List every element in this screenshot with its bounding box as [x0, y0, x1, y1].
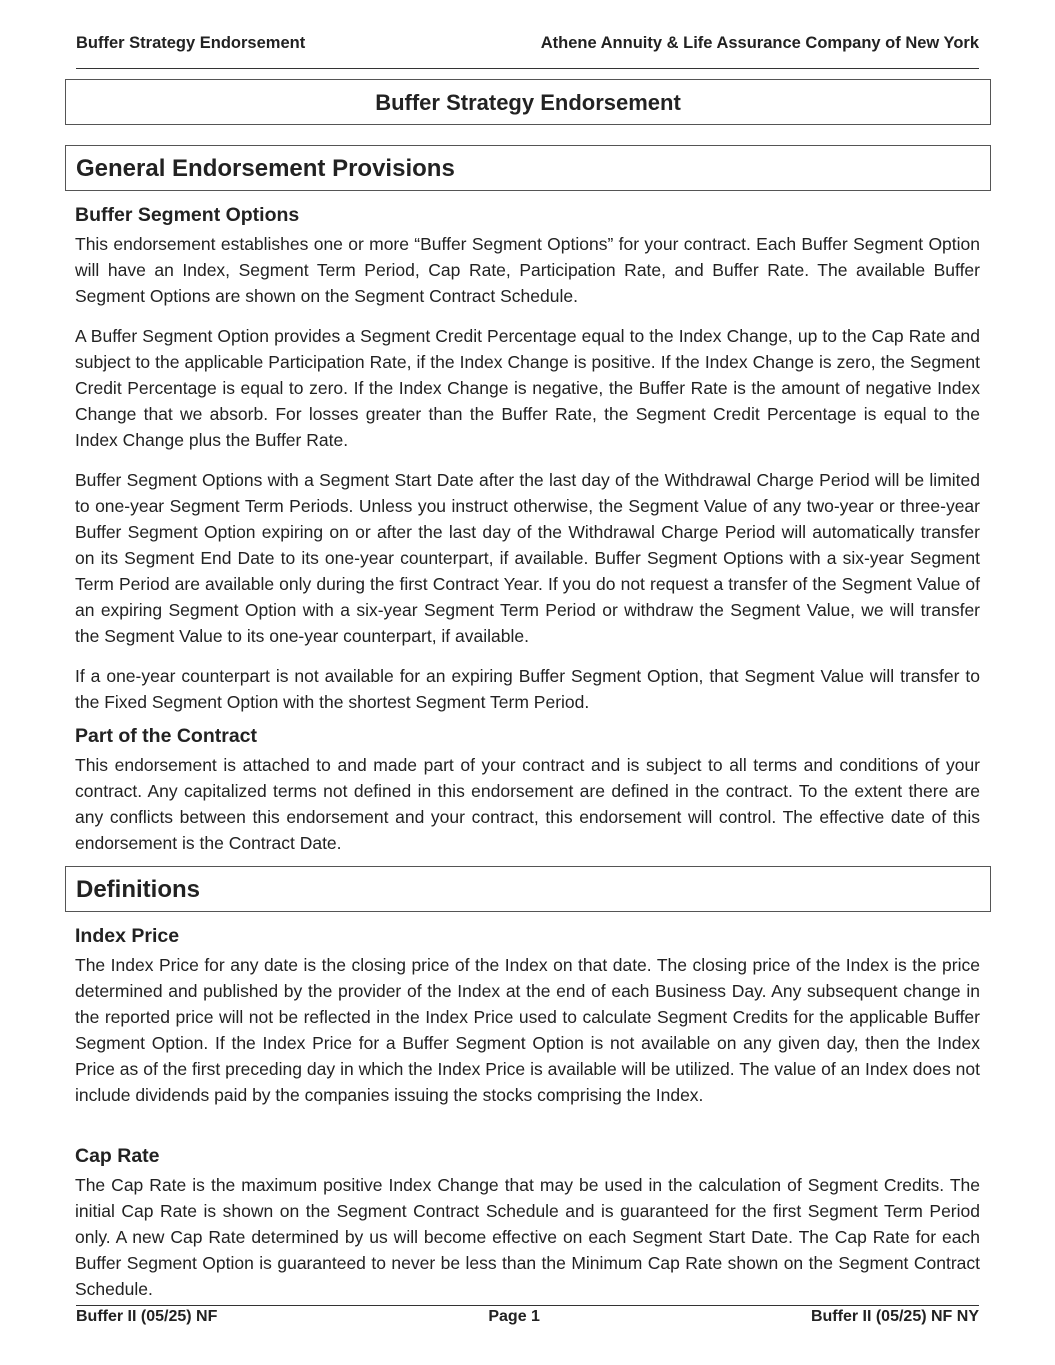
cap-rate-section	[75, 1144, 980, 1302]
part-of-contract-section	[75, 724, 980, 856]
page-footer	[76, 1305, 979, 1332]
index-price-section	[75, 924, 980, 1108]
buffer-segment-options-section	[75, 203, 980, 715]
document-title: Buffer Strategy Endorsement	[65, 79, 991, 125]
footer-right: Buffer II (05/25) NF NY	[810, 1308, 979, 1325]
paragraph: The Cap Rate is the maximum positive Index Change that may be used in the calculation of Segment Credits. The initial Cap Rate is shown on the Segment Contract Schedule and is guaranteed for the first Segment Term Period only. A new Cap Rate determined by us will become effective on each Segment Start Date. The Cap Rate for each Buffer Segment Option is guaranteed to never be less than the Minimum Cap Rate shown on the Segment Contract Schedule.	[75, 1175, 980, 1299]
index-price-heading: Index Price	[75, 925, 180, 947]
header-right: Athene Annuity & Life Assurance Company of New York	[540, 34, 979, 52]
paragraph: This endorsement is attached to and made part of your contract and is subject to all terms and conditions of your contract. Any capitalized terms not defined in this endorsement are defined in the contract. To the extent there are any conflicts between this endorsement and your contract, this endorsement will control. The effective date of this endorsement is the Contract Date.	[75, 755, 980, 853]
page-number: Page 1	[488, 1308, 540, 1325]
footer-left: Buffer II (05/25) NF	[76, 1308, 218, 1325]
page-header	[76, 34, 979, 69]
paragraph: If a one-year counterpart is not available for an expiring Buffer Segment Option, that Segment Value will transfer to the Fixed Segment Option with the shortest Segment Term Period.	[75, 666, 980, 712]
header-left: Buffer Strategy Endorsement	[76, 34, 306, 52]
part-of-contract-heading: Part of the Contract	[75, 725, 258, 747]
buffer-segment-options-heading: Buffer Segment Options	[75, 204, 300, 226]
cap-rate-heading: Cap Rate	[75, 1145, 160, 1167]
paragraph: Buffer Segment Options with a Segment Start Date after the last day of the Withdrawal Charge Period will be limited to one-year Segment Term Periods. Unless you instruct otherwise, the Segment Value of any two-year or three-year Buffer Segment Option expiring on or after the last day of the Withdrawal Charge Period will automatically transfer on its Segment End Date to its one-year counterpart, if available. Buffer Segment Options with a six-year Segment Term Period are available only during the first Contract Year. If you do not request a transfer of the Segment Value of an expiring Segment Option with a six-year Segment Term Period or withdraw the Segment Value, we will transfer the Segment Value to its one-year counterpart, if available.	[75, 470, 980, 646]
paragraph: The Index Price for any date is the closing price of the Index on that date. The closing price of the Index is the price determined and published by the provider of the Index at the end of each Business Day. Any subsequent change in the reported price will not be reflected in the Index Price used to calculate Segment Credits for the applicable Buffer Segment Option. If the Index Price for a Buffer Segment Option is not available on any given day, then the Index Price as of the first preceding day in which the Index Price is available will be utilized. The value of an Index does not include dividends paid by the companies issuing the stocks comprising the Index.	[75, 955, 980, 1105]
paragraph: This endorsement establishes one or more “Buffer Segment Options” for your contract. Each Buffer Segment Option will have an Index, Segment Term Period, Cap Rate, Participation Rate, and Buffer Rate. The available Buffer Segment Options are shown on the Segment Contract Schedule.	[75, 234, 980, 306]
section-general-heading: General Endorsement Provisions	[65, 145, 991, 191]
paragraph: A Buffer Segment Option provides a Segment Credit Percentage equal to the Index Change, up to the Cap Rate and subject to the applicable Participation Rate, if the Index Change is positive. If the Index Change is zero, the Segment Credit Percentage is equal to zero. If the Index Change is negative, the Buffer Rate is the amount of negative Index Change that we absorb. For losses greater than the Buffer Rate, the Segment Credit Percentage is equal to the Index Change plus the Buffer Rate.	[75, 326, 980, 450]
section-definitions-heading: Definitions	[65, 866, 991, 912]
